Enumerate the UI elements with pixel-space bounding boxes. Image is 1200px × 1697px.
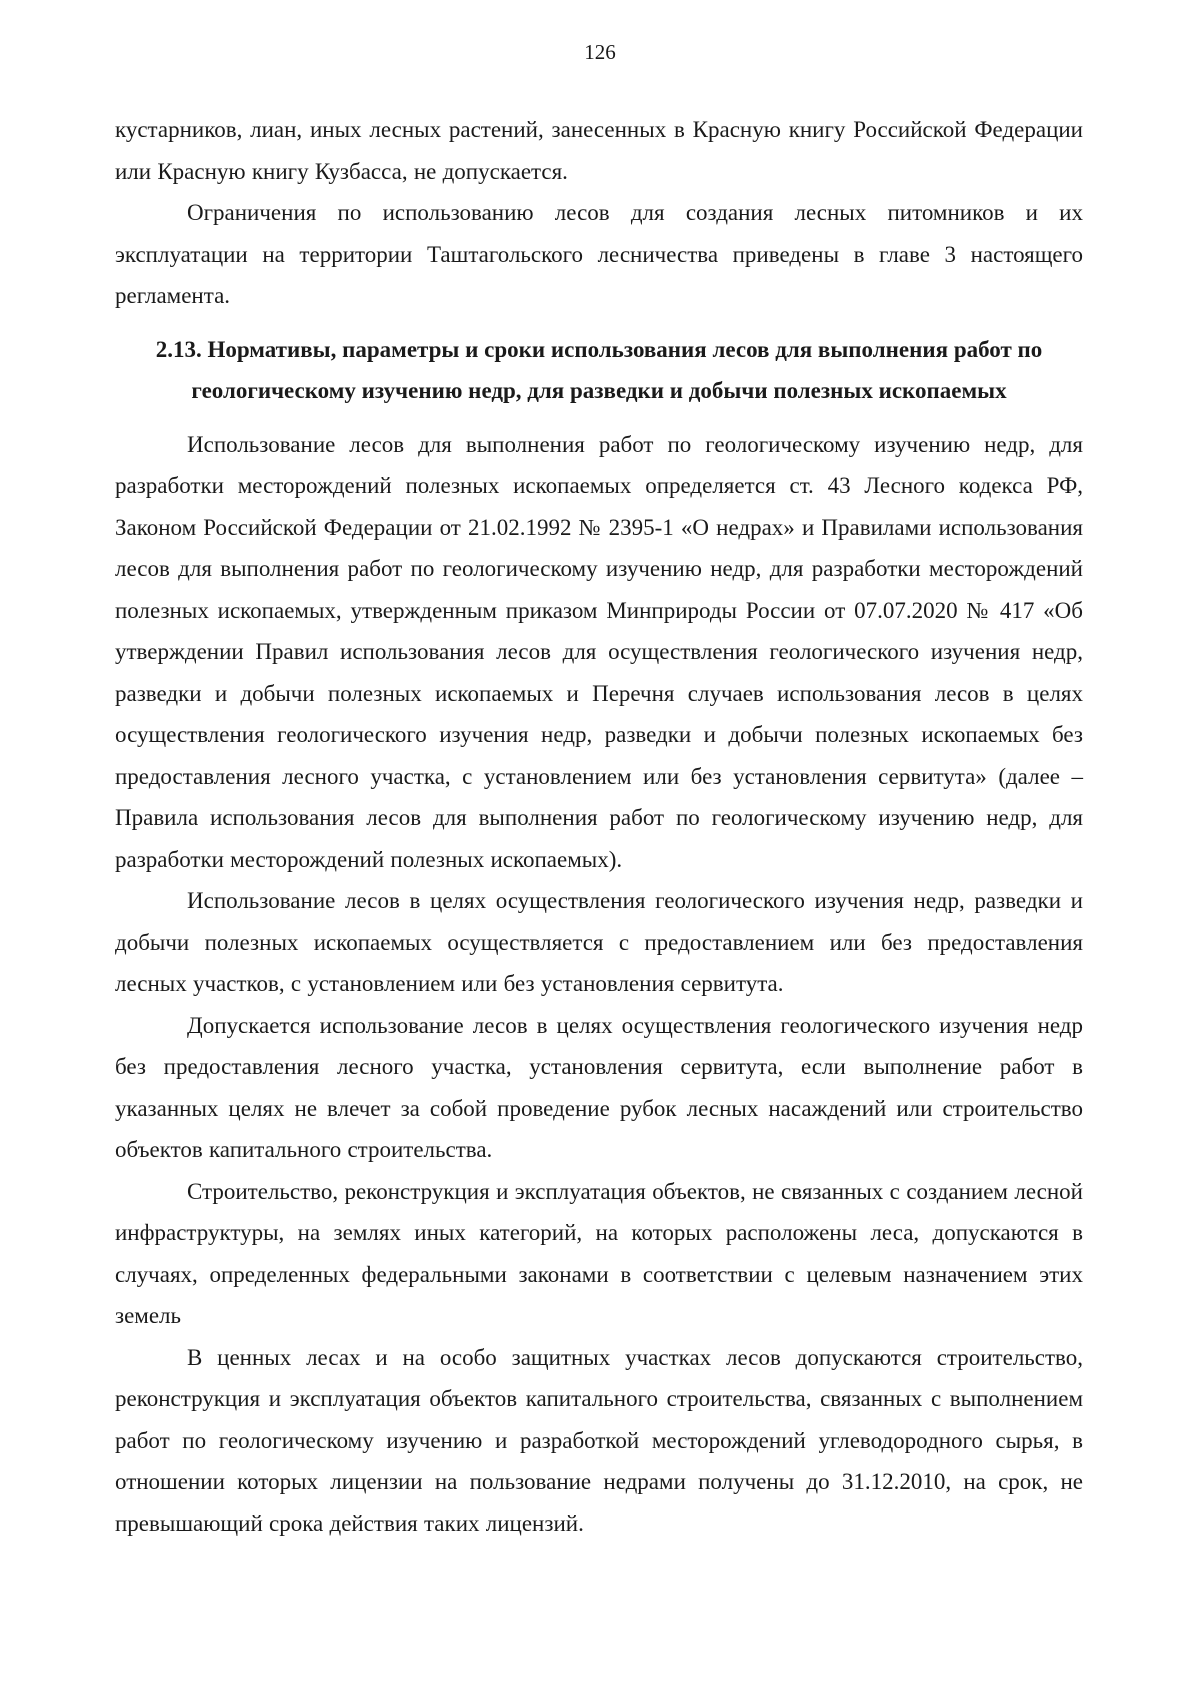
paragraph-construction-other-lands: Строительство, реконструкция и эксплуатация объектов, не связанных с созданием лесной инфраструктуры, на землях иных категорий, на которых расположены леса, допускаются в случаях, определенных федеральными законами в соответствии с целевым назначением этих земель <box>115 1178 1083 1328</box>
paragraph-continuation: кустарников, лиан, иных лесных растений, занесенных в Красную книгу Российской Федерации или Красную книгу Кузбасса, не допускается. <box>115 117 1083 184</box>
paragraph-nursery-restrictions: Ограничения по использованию лесов для создания лесных питомников и их эксплуатации на территории Таштагольского лесничества приведены в главе 3 настоящего регламента. <box>115 200 1083 308</box>
page-number: 126 <box>584 40 616 64</box>
paragraph-use-with-or-without-plots: Использование лесов в целях осуществления геологического изучения недр, разведки и добычи полезных ископаемых осуществляется с предоставлением или без предоставления лесных участков, с установлением или без установления сервитута. <box>115 888 1083 996</box>
document-body <box>115 109 1083 1544</box>
section-heading-2-13: 2.13. Нормативы, параметры и сроки использования лесов для выполнения работ по геологическому изучению недр, для разведки и добычи полезных ископаемых <box>155 336 1043 403</box>
paragraph-use-without-plot: Допускается использование лесов в целях осуществления геологического изучения недр без предоставления лесного участка, установления сервитута, если выполнение работ в указанных целях не влечет за собой проведение рубок лесных насаждений или строительство объектов капитального строительства. <box>115 1012 1083 1162</box>
paragraph-valuable-forests: В ценных лесах и на особо защитных участках лесов допускаются строительство, реконструкция и эксплуатация объектов капитального строительства, связанных с выполнением работ по геологическому изучению и разработкой месторождений углеводородного сырья, в отношении которых лицензии на пользование недрами получены до 31.12.2010, на срок, не превышающий срока действия таких лицензий. <box>115 1344 1083 1536</box>
paragraph-legal-basis: Использование лесов для выполнения работ по геологическому изучению недр, для разработки месторождений полезных ископаемых определяется ст. 43 Лесного кодекса РФ, Законом Российской Федерации от 21.02.1992 № 2395-1 «О недрах» и Правилами использования лесов для выполнения работ по геологическому изучению недр, для разработки месторождений полезных ископаемых, утвержденным приказом Минприроды России от 07.07.2020 № 417 «Об утверждении Правил использования лесов для осуществления геологического изучения недр, разведки и добычи полезных ископаемых и Перечня случаев использования лесов в целях осуществления геологического изучения недр, разведки и добычи полезных ископаемых без предоставления лесного участка, с установлением или без установления сервитута» (далее – Правила использования лесов для выполнения работ по геологическому изучению недр, для разработки месторождений полезных ископаемых). <box>115 431 1083 872</box>
